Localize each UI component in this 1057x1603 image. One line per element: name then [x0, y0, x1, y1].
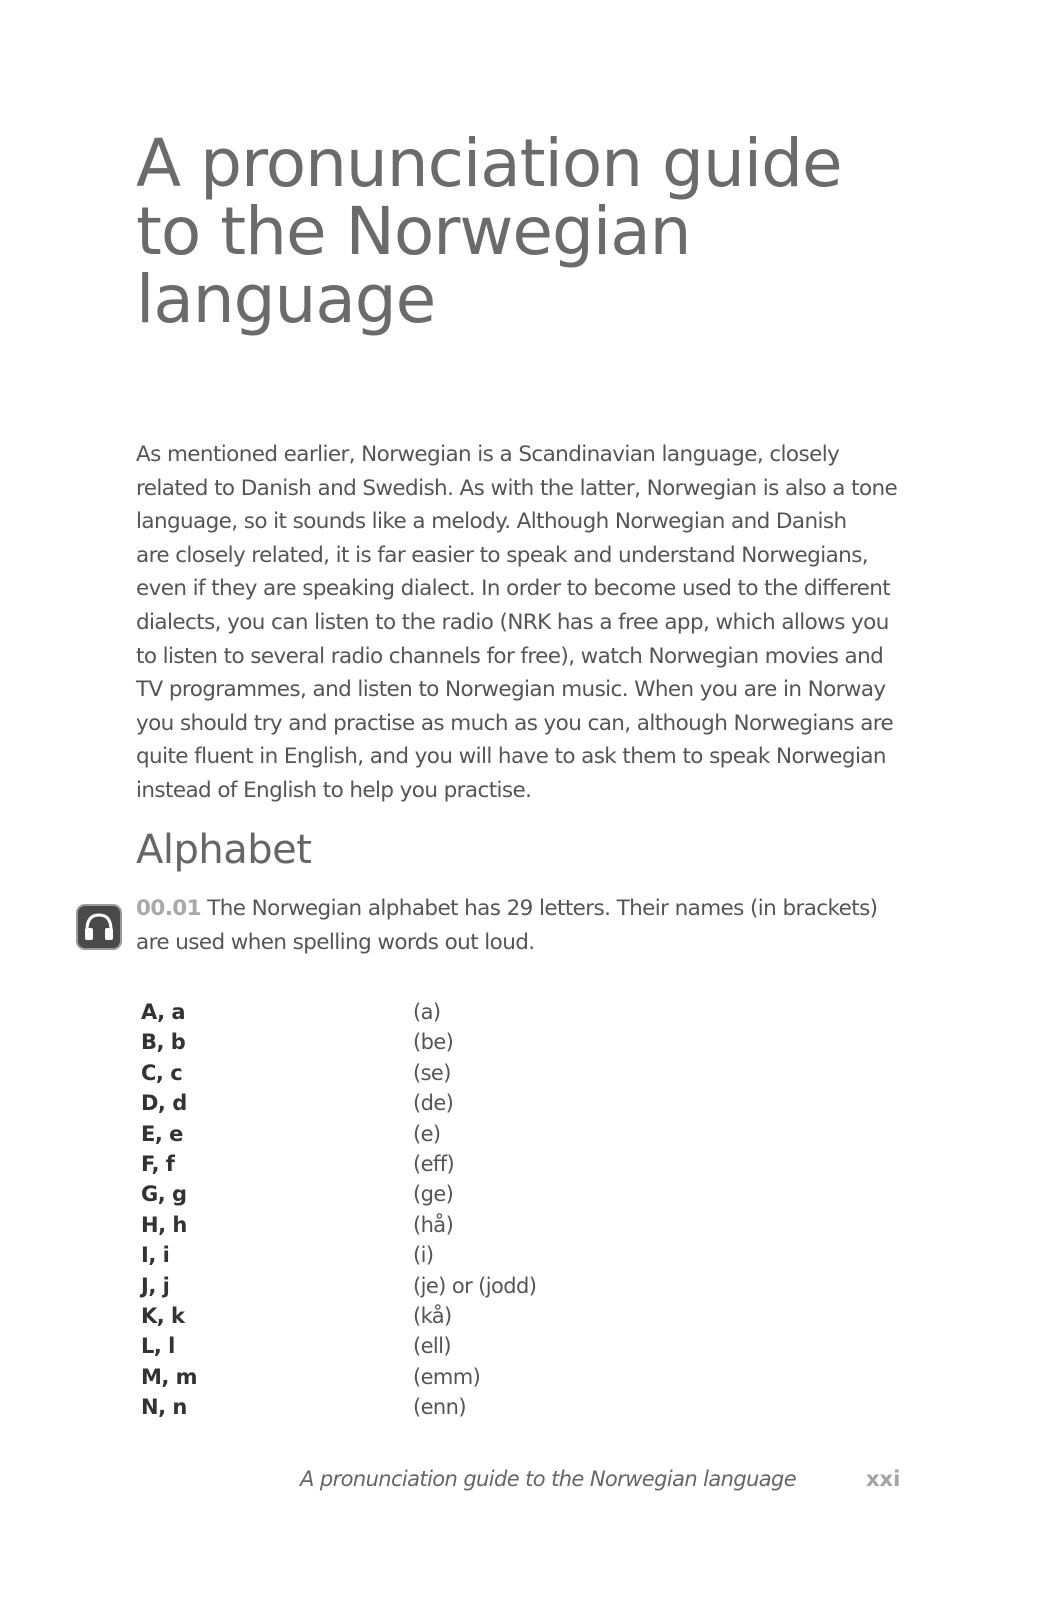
alphabet-row: [141, 1362, 741, 1392]
letter-pair: G, g: [141, 1182, 187, 1207]
alphabet-row: [141, 1392, 741, 1422]
alphabet-row: [141, 1149, 741, 1179]
intro-line: TV programmes, and listen to Norwegian music. When you are in Norway: [136, 677, 886, 703]
intro-paragraph: [136, 438, 936, 808]
intro-line: to listen to several radio channels for free), watch Norwegian movies and: [136, 643, 884, 669]
letter-pair: L, l: [141, 1334, 175, 1359]
alphabet-row: [141, 997, 741, 1027]
letter-name: (i): [413, 1243, 434, 1268]
alphabet-row: [141, 1240, 741, 1270]
letter-pair: C, c: [141, 1060, 183, 1085]
letter-name: (eff): [413, 1151, 455, 1176]
letter-name: (je) or (jodd): [413, 1273, 537, 1298]
title-line: language: [136, 261, 436, 338]
alphabet-row: [141, 1271, 741, 1301]
page-number: xxi: [866, 1467, 901, 1491]
letter-name: (e): [413, 1121, 441, 1146]
audio-note: [136, 892, 936, 959]
letter-name: (a): [413, 1000, 441, 1024]
letter-pair: F, f: [141, 1151, 175, 1176]
letter-pair: B, b: [141, 1030, 186, 1055]
letter-pair: M, m: [141, 1364, 198, 1389]
letter-pair: N, n: [141, 1395, 187, 1420]
page-title: [136, 125, 996, 338]
headphones-glyph: [78, 906, 120, 948]
audio-note-text: The Norwegian alphabet has 29 letters. Their names (in brackets): [207, 896, 878, 921]
intro-line: quite fluent in English, and you will have to ask them to speak Norwegian: [136, 744, 886, 770]
letter-name: (enn): [413, 1395, 466, 1420]
audio-note-line: [136, 892, 936, 926]
intro-line: are closely related, it is far easier to speak and understand Norwegians,: [136, 542, 869, 568]
intro-line: you should try and practise as much as you can, although Norwegians are: [136, 710, 894, 736]
intro-line: related to Danish and Swedish. As with the latter, Norwegian is also a tone: [136, 475, 898, 501]
letter-pair: E, e: [141, 1121, 183, 1146]
letter-name: (hå): [413, 1212, 454, 1237]
letter-name: (ge): [413, 1182, 454, 1207]
section-heading: Alphabet: [136, 827, 312, 873]
letter-pair: K, k: [141, 1303, 185, 1328]
headphones-icon[interactable]: [76, 904, 122, 950]
alphabet-row: [141, 1210, 741, 1240]
letter-pair: H, h: [141, 1212, 187, 1237]
running-footer: A pronunciation guide to the Norwegian language: [300, 1467, 797, 1491]
letter-name: (de): [413, 1091, 454, 1116]
alphabet-row: [141, 1119, 741, 1149]
title-line: to the Norwegian: [136, 193, 691, 270]
letter-pair: I, i: [141, 1243, 170, 1268]
letter-name: (se): [413, 1060, 451, 1085]
intro-line: even if they are speaking dialect. In order to become used to the different: [136, 576, 891, 602]
letter-pair: J, j: [141, 1273, 170, 1298]
letter-name: (ell): [413, 1334, 451, 1359]
alphabet-row: [141, 1088, 741, 1118]
letter-name: (emm): [413, 1364, 481, 1389]
alphabet-row: [141, 1331, 741, 1361]
alphabet-list: [141, 997, 741, 1422]
alphabet-row: [141, 1058, 741, 1088]
alphabet-row: [141, 1027, 741, 1057]
intro-line: dialects, you can listen to the radio (NRK has a free app, which allows you: [136, 609, 889, 635]
letter-name: (kå): [413, 1303, 452, 1328]
audio-note-line: are used when spelling words out loud.: [136, 929, 535, 955]
intro-line: As mentioned earlier, Norwegian is a Scandinavian language, closely: [136, 442, 840, 467]
letter-name: (be): [413, 1030, 454, 1055]
alphabet-row: [141, 1301, 741, 1331]
intro-line: instead of English to help you practise.: [136, 777, 532, 803]
title-line: A pronunciation guide: [136, 125, 842, 202]
track-number[interactable]: 00.01: [136, 896, 202, 921]
letter-pair: D, d: [141, 1091, 187, 1116]
intro-line: language, so it sounds like a melody. Although Norwegian and Danish: [136, 509, 847, 535]
alphabet-row: [141, 1179, 741, 1209]
letter-pair: A, a: [141, 1000, 186, 1024]
